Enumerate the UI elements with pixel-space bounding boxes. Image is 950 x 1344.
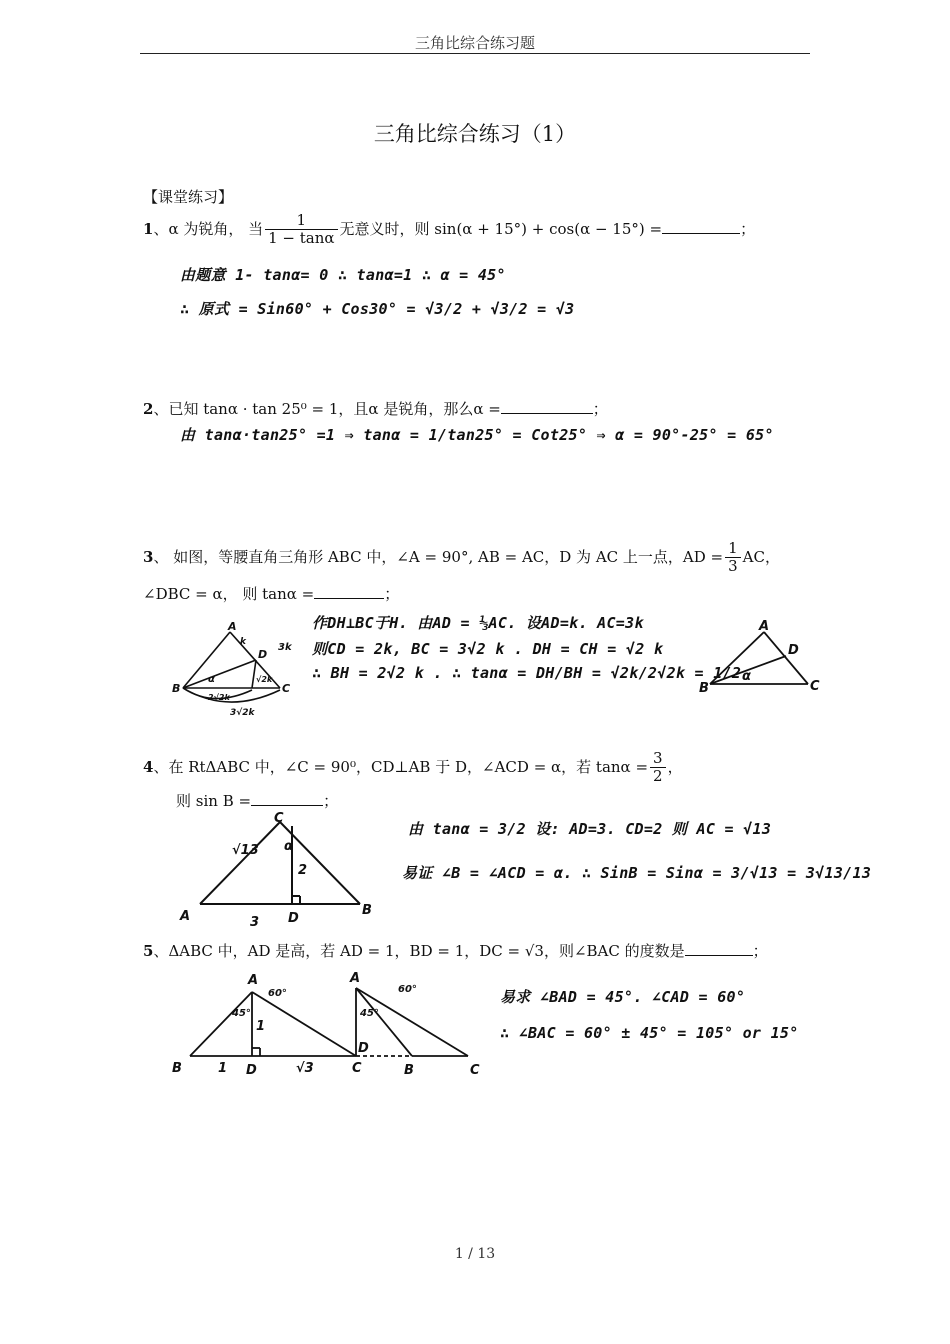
vertex-label: C xyxy=(352,1061,362,1076)
question-number: 2 xyxy=(143,400,154,418)
vertex-label: D xyxy=(788,643,799,658)
q3-triangle-figure xyxy=(696,618,826,700)
answer-blank[interactable] xyxy=(685,941,753,956)
vertex-label: A xyxy=(759,619,770,634)
segment-label: k xyxy=(240,637,246,647)
fraction-numerator: 3 xyxy=(650,750,666,768)
question-number: 3 xyxy=(143,547,154,566)
question-text: 则 sin B = xyxy=(176,792,252,810)
question-number: 5 xyxy=(143,942,154,960)
document-title: 三角比综合练习（1） xyxy=(373,122,577,146)
answer-blank[interactable] xyxy=(314,584,384,599)
vertex-label: A xyxy=(248,973,259,988)
question-4 xyxy=(143,750,683,786)
question-number: 4 xyxy=(143,757,154,776)
vertex-label: A xyxy=(180,909,191,924)
fraction-denominator: 2 xyxy=(653,767,663,786)
handwritten-solution: ∴ ∠BAC = 60° ± 45° = 105° or 15° xyxy=(500,1024,799,1042)
question-text: 、ΔABC 中，AD 是高，若 AD = 1，BD = 1，DC = √3，则∠BAC 的度数是 xyxy=(153,942,685,960)
q5-figures xyxy=(160,964,500,1082)
answer-blank[interactable] xyxy=(501,399,593,414)
angle-label: α xyxy=(284,839,293,854)
fraction-denominator: 3 xyxy=(728,557,738,576)
vertex-label: D xyxy=(358,1041,369,1056)
handwritten-solution: 由 tanα·tan25° =1 ⇒ tanα = 1/tan25° = Cot25° ⇒ α = 90°-25° = 65° xyxy=(180,426,774,444)
vertex-label: C xyxy=(274,811,284,826)
segment-label: √13 xyxy=(232,843,259,858)
question-4-line-2 xyxy=(176,790,338,811)
punctuation: ； xyxy=(740,219,756,238)
question-1 xyxy=(143,212,755,248)
vertex-label: C xyxy=(282,682,291,695)
question-3 xyxy=(143,540,780,576)
handwritten-solution: 易求 ∠BAD = 45°. ∠CAD = 60° xyxy=(500,988,746,1006)
segment-label: √2k xyxy=(256,675,273,684)
vertex-label: B xyxy=(172,1061,182,1076)
angle-label: 45° xyxy=(232,1008,251,1019)
vertex-label: B xyxy=(404,1063,414,1078)
q4-triangle-figure xyxy=(172,810,382,928)
punctuation: ； xyxy=(592,400,608,418)
header-rule xyxy=(140,53,810,54)
angle-label: 60° xyxy=(268,988,287,999)
question-3-line-2 xyxy=(143,583,399,604)
segment-label: 1 xyxy=(218,1061,228,1076)
fraction xyxy=(265,212,337,248)
angle-label: 45° xyxy=(360,1008,379,1019)
angle-label: α xyxy=(742,669,751,684)
segment-label: 3k xyxy=(278,642,292,653)
q3-sketch-figure xyxy=(168,620,298,720)
vertex-label: D xyxy=(288,911,299,926)
vertex-label: C xyxy=(470,1063,480,1078)
answer-blank[interactable] xyxy=(662,219,740,234)
fraction xyxy=(725,540,741,576)
page-number: 1 / 13 xyxy=(454,1246,496,1262)
punctuation: ； xyxy=(752,942,768,960)
handwritten-solution: 由题意 1- tanα= 0 ∴ tanα=1 ∴ α = 45° xyxy=(180,266,506,284)
handwritten-solution: 易证 ∠B = ∠ACD = α. ∴ SinB = Sinα = 3/√13 = 3√13/13 xyxy=(402,864,872,882)
fraction-denominator: 1 − tanα xyxy=(268,229,335,248)
segment-label: 1 xyxy=(256,1019,266,1034)
answer-blank[interactable] xyxy=(251,791,323,806)
question-text: 、已知 tanα · tan 25⁰ = 1，且α 是锐角，那么α = xyxy=(153,400,501,418)
fraction-numerator: 1 xyxy=(265,212,337,230)
handwritten-solution: 由 tanα = 3/2 设: AD=3. CD=2 则 AC = √13 xyxy=(408,820,772,838)
running-header: 三角比综合练习题 xyxy=(414,34,535,52)
vertex-label: B xyxy=(362,903,372,918)
segment-label: √3 xyxy=(296,1061,314,1076)
vertex-label: D xyxy=(246,1063,257,1078)
segment-label: 3√2k xyxy=(230,708,255,718)
question-text: AC， xyxy=(742,547,780,566)
vertex-label: B xyxy=(172,682,181,695)
question-text: 、α 为锐角， 当 xyxy=(153,219,264,238)
question-5 xyxy=(143,940,768,961)
vertex-label: B xyxy=(699,681,709,696)
punctuation: ； xyxy=(323,792,339,810)
handwritten-solution: 则CD = 2k, BC = 3√2 k . DH = CH = √2 k xyxy=(312,640,664,658)
punctuation: ， xyxy=(667,757,683,776)
question-number: 1 xyxy=(143,219,154,238)
segment-label: 2 xyxy=(298,863,308,878)
fraction xyxy=(650,750,666,786)
section-label: 【课堂练习】 xyxy=(143,188,234,206)
question-2 xyxy=(143,398,608,419)
fraction-numerator: 1 xyxy=(725,540,741,558)
vertex-label: A xyxy=(228,620,237,633)
handwritten-solution: ∴ 原式 = Sin60° + Cos30° = √3/2 + √3/2 = √3 xyxy=(180,300,575,318)
punctuation: ； xyxy=(384,585,400,603)
question-text: 无意义时，则 sin(α + 15°) + cos(α − 15°) = xyxy=(339,219,663,238)
segment-label: 2√2k xyxy=(208,693,230,702)
handwritten-solution: 作DH⊥BC于H. 由AD = ⅓AC. 设AD=k. AC=3k xyxy=(312,614,644,632)
angle-label: 60° xyxy=(398,984,417,995)
angle-label: α xyxy=(208,674,215,685)
question-text: ∠DBC = α， 则 tanα = xyxy=(143,585,315,603)
segment-label: 3 xyxy=(250,915,260,928)
question-text: 、在 RtΔABC 中，∠C = 90⁰，CD⊥AB 于 D，∠ACD = α，若 tanα = xyxy=(153,757,649,776)
question-text: 、 如图，等腰直角三角形 ABC 中，∠A = 90°, AB = AC，D 为 AC 上一点，AD = xyxy=(153,547,724,566)
handwritten-solution: ∴ BH = 2√2 k . ∴ tanα = DH/BH = √2k/2√2k = 1/2 xyxy=(312,664,742,682)
vertex-label: D xyxy=(258,648,268,661)
vertex-label: C xyxy=(810,679,820,694)
vertex-label: A xyxy=(350,971,361,986)
